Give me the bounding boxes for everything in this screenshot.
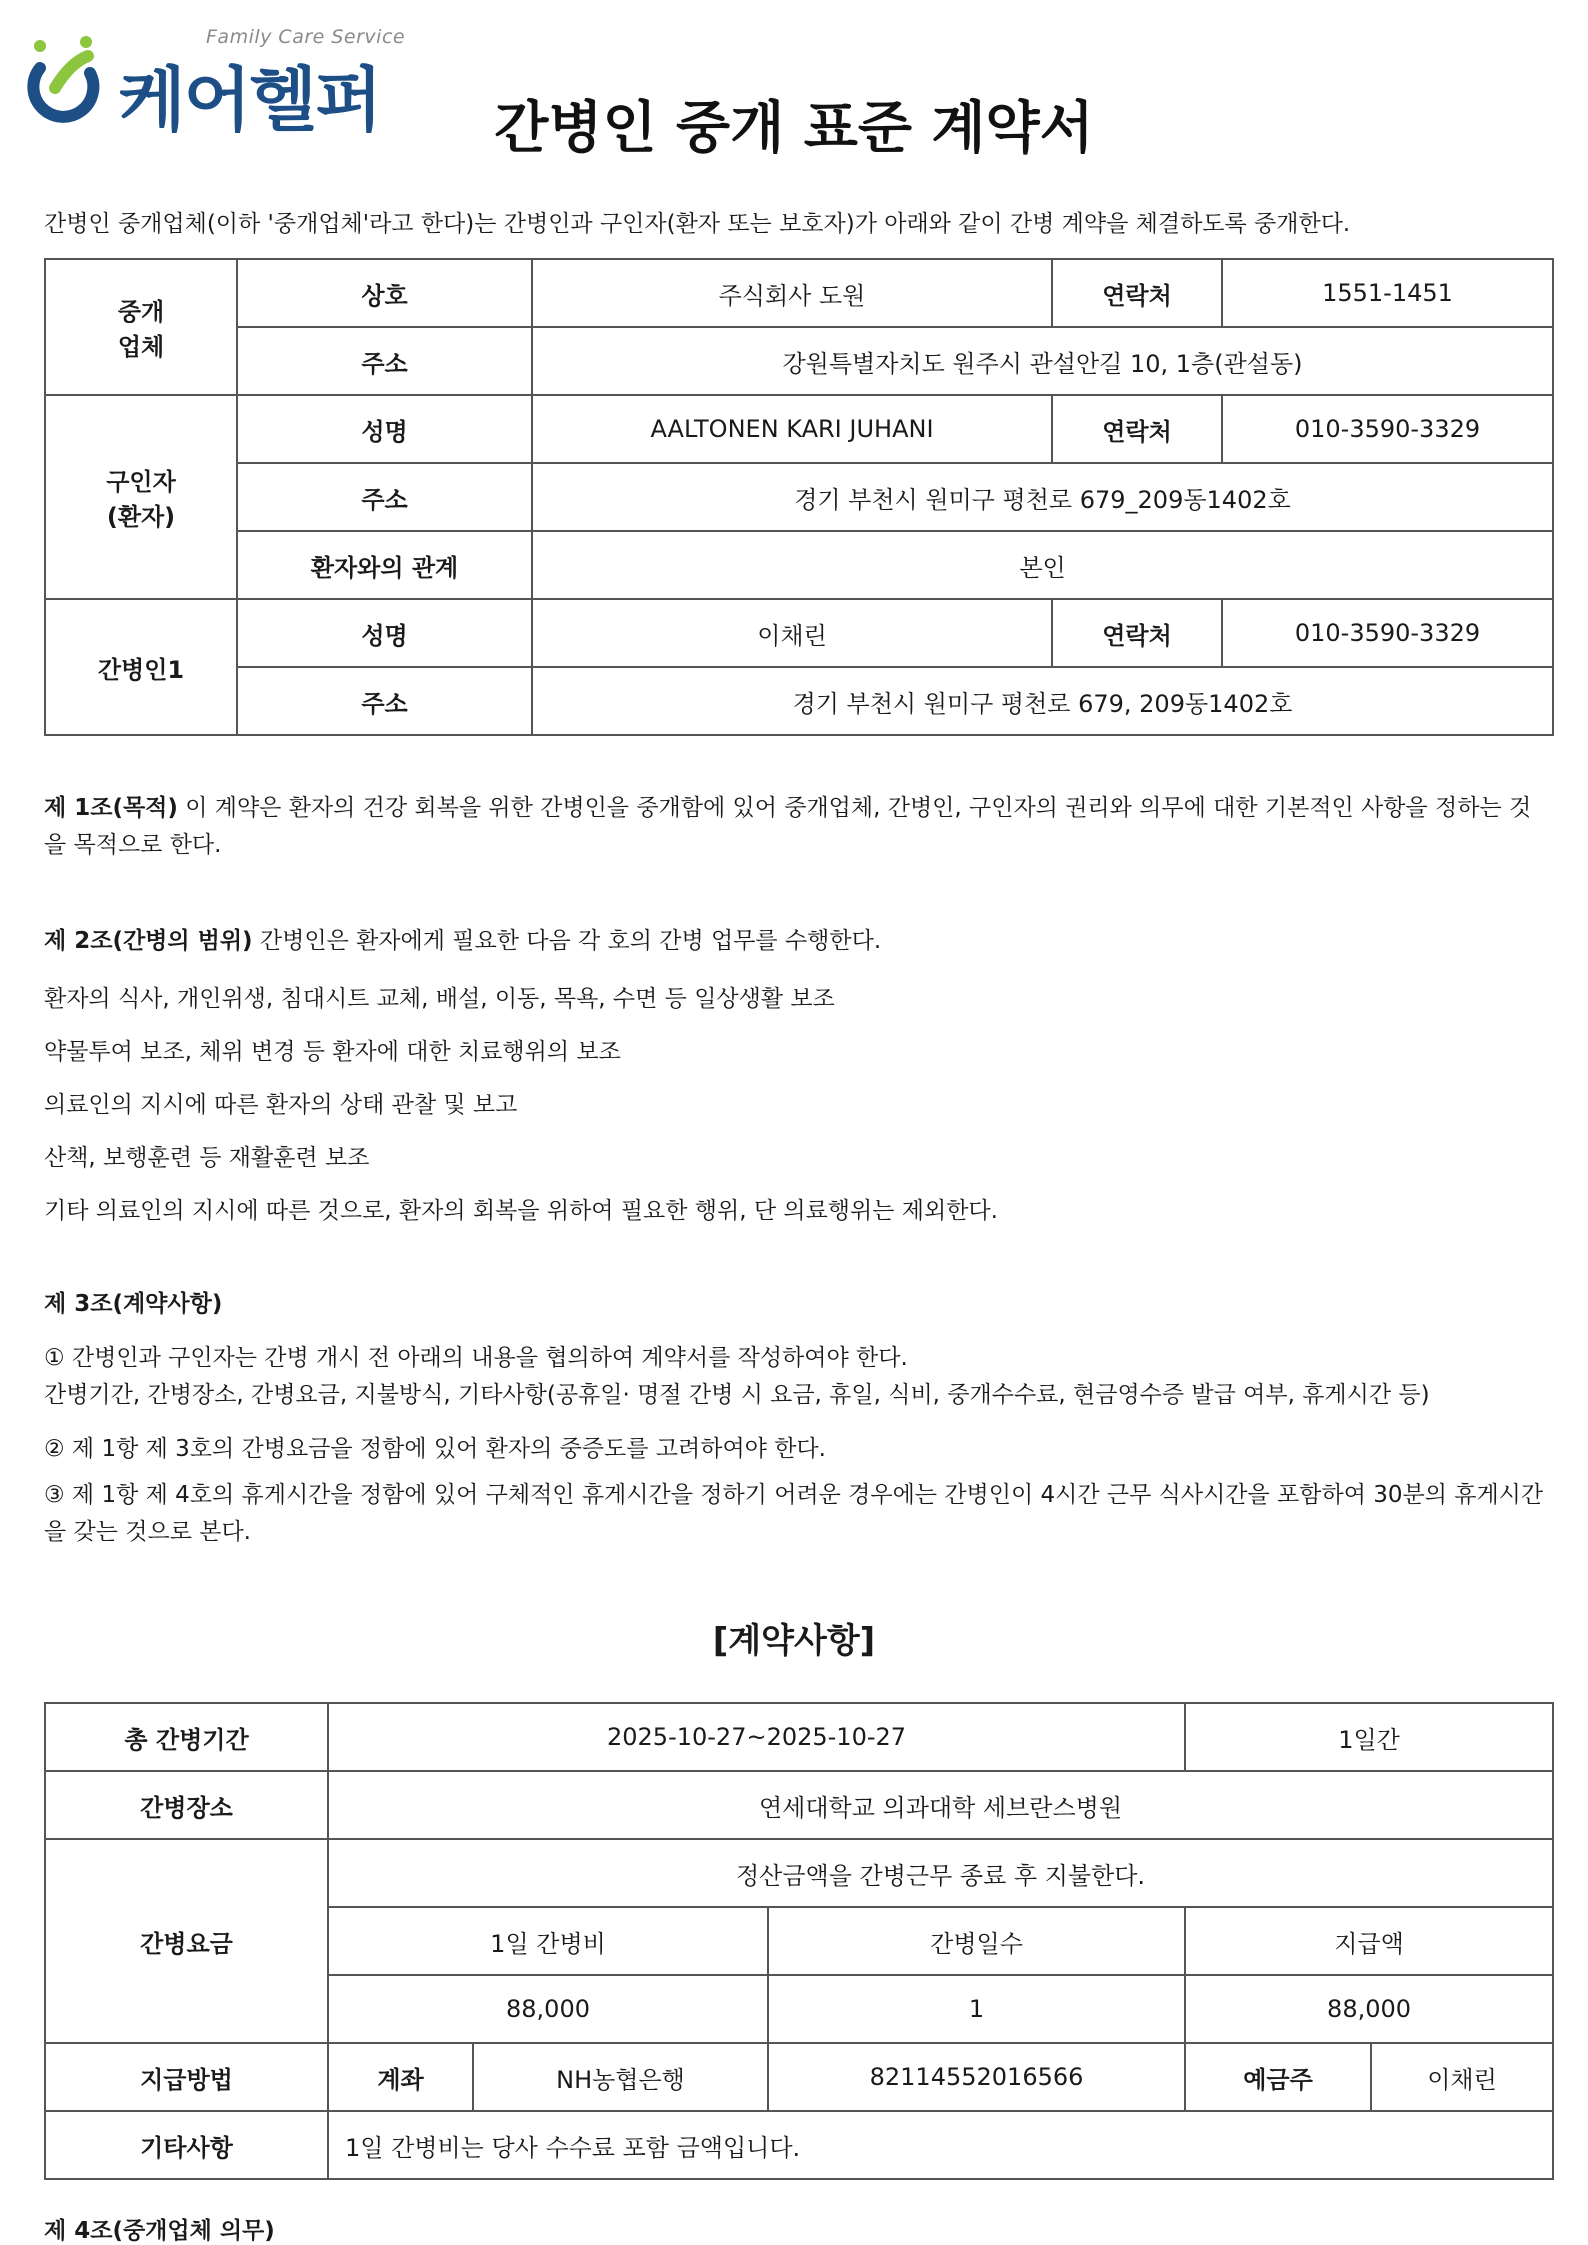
client-name-label: 성명 <box>237 395 532 463</box>
article-3-p1a: ① 간병인과 구인자는 간병 개시 전 아래의 내용을 협의하여 계약서를 작성하여야 한다. <box>44 1345 908 1371</box>
article-1-text: 이 계약은 환자의 건강 회복을 위한 간병인을 중개함에 있어 중개업체, 간병인, 구인자의 권리와 의무에 대한 기본적인 사항을 정하는 것을 목적으로 한다. <box>44 795 1532 858</box>
account-label: 계좌 <box>328 2043 473 2111</box>
logo-brand: 케어헬퍼 <box>118 59 381 141</box>
client-address: 경기 부천시 원미구 평천로 679_209동1402호 <box>532 463 1553 531</box>
article-2-item: 기타 의료인의 지시에 따른 것으로, 환자의 회복을 위하여 필요한 행위, 단 의료행위는 제외한다. <box>44 1198 998 1224</box>
agency-name-label: 상호 <box>237 259 532 327</box>
agency-contact: 1551-1451 <box>1222 259 1553 327</box>
misc-value: 1일 간병비는 당사 수수료 포함 금액입니다. <box>328 2111 1553 2179</box>
client-contact: 010-3590-3329 <box>1222 395 1553 463</box>
caregiver-name: 이채린 <box>532 599 1052 667</box>
client-relation: 본인 <box>532 531 1553 599</box>
client-address-label: 주소 <box>237 463 532 531</box>
article-2-item: 산책, 보행훈련 등 재활훈련 보조 <box>44 1145 370 1171</box>
page-title: 간병인 중개 표준 계약서 <box>494 96 1094 161</box>
period-days: 1일간 <box>1185 1703 1553 1771</box>
caregiver-contact-label: 연락처 <box>1052 599 1222 667</box>
client-group-label: 구인자 (환자) <box>45 395 237 599</box>
article-2 <box>44 923 1552 960</box>
holder-label: 예금주 <box>1185 2043 1371 2111</box>
client-contact-label: 연락처 <box>1052 395 1222 463</box>
caregiver-name-label: 성명 <box>237 599 532 667</box>
holder-name: 이채린 <box>1371 2043 1553 2111</box>
agency-name: 주식회사 도원 <box>532 259 1052 327</box>
daily-fee-label: 1일 간병비 <box>328 1907 768 1975</box>
article-3-p3: ③ 제 1항 제 4호의 휴게시간을 정함에 있어 구체적인 휴게시간을 정하기 어려운 경우에는 간병인이 4시간 근무 식사시간을 포함하여 30분의 휴게시간을 갖는 것으로 본다. <box>44 1482 1544 1545</box>
logo-tagline: Family Care Service <box>206 26 406 48</box>
contract-section-title: [계약사항] <box>712 1621 876 1661</box>
daily-fee-value: 88,000 <box>328 1975 768 2043</box>
article-3-p2: ② 제 1항 제 3호의 간병요금을 정함에 있어 환자의 중증도를 고려하여야 한다. <box>44 1436 826 1462</box>
amount-label: 지급액 <box>1185 1907 1553 1975</box>
parties-table <box>44 258 1554 736</box>
article-2-item: 약물투여 보조, 체위 변경 등 환자에 대한 치료행위의 보조 <box>44 1039 621 1065</box>
place-label: 간병장소 <box>45 1771 328 1839</box>
client-name: AALTONEN KARI JUHANI <box>532 395 1052 463</box>
agency-contact-label: 연락처 <box>1052 259 1222 327</box>
fee-note: 정산금액을 간병근무 종료 후 지불한다. <box>328 1839 1553 1907</box>
article-1 <box>44 790 1552 864</box>
caregiver-group-label: 간병인1 <box>45 599 237 735</box>
contract-table <box>44 1702 1554 2180</box>
payment-label: 지급방법 <box>45 2043 328 2111</box>
article-1-heading: 제 1조(목적) <box>44 795 178 821</box>
caregiver-address: 경기 부천시 원미구 평천로 679, 209동1402호 <box>532 667 1553 735</box>
period-label: 총 간병기간 <box>45 1703 328 1771</box>
client-relation-label: 환자와의 관계 <box>237 531 532 599</box>
article-3-heading: 제 3조(계약사항) <box>44 1291 223 1317</box>
article-2-heading: 제 2조(간병의 범위) <box>44 928 253 954</box>
bank-name: NH농협은행 <box>473 2043 768 2111</box>
days-value: 1 <box>768 1975 1185 2043</box>
agency-address: 강원특별자치도 원주시 관설안길 10, 1층(관설동) <box>532 327 1553 395</box>
article-2-item: 환자의 식사, 개인위생, 침대시트 교체, 배설, 이동, 목욕, 수면 등 일상생활 보조 <box>44 986 835 1012</box>
article-3-p1b: 간병기간, 간병장소, 간병요금, 지불방식, 기타사항(공휴일· 명절 간병 시 요금, 휴일, 식비, 중개수수료, 현금영수증 발급 여부, 휴게시간 등) <box>44 1382 1430 1408</box>
misc-label: 기타사항 <box>45 2111 328 2179</box>
caregiver-contact: 010-3590-3329 <box>1222 599 1553 667</box>
period-value: 2025-10-27~2025-10-27 <box>328 1703 1185 1771</box>
article-4-heading: 제 4조(중개업체 의무) <box>44 2218 275 2244</box>
article-2-item: 의료인의 지시에 따른 환자의 상태 관찰 및 보고 <box>44 1092 518 1118</box>
caregiver-address-label: 주소 <box>237 667 532 735</box>
fee-label: 간병요금 <box>45 1839 328 2043</box>
place-value: 연세대학교 의과대학 세브란스병원 <box>328 1771 1553 1839</box>
agency-address-label: 주소 <box>237 327 532 395</box>
agency-group-label: 중개 업체 <box>45 259 237 395</box>
amount-value: 88,000 <box>1185 1975 1553 2043</box>
article-2-text: 간병인은 환자에게 필요한 다음 각 호의 간병 업무를 수행한다. <box>252 928 882 954</box>
days-label: 간병일수 <box>768 1907 1185 1975</box>
intro-text: 간병인 중개업체(이하 '중개업체'라고 한다)는 간병인과 구인자(환자 또는 보호자)가 아래와 같이 간병 계약을 체결하도록 중개한다. <box>44 211 1351 237</box>
account-number: 82114552016566 <box>768 2043 1185 2111</box>
